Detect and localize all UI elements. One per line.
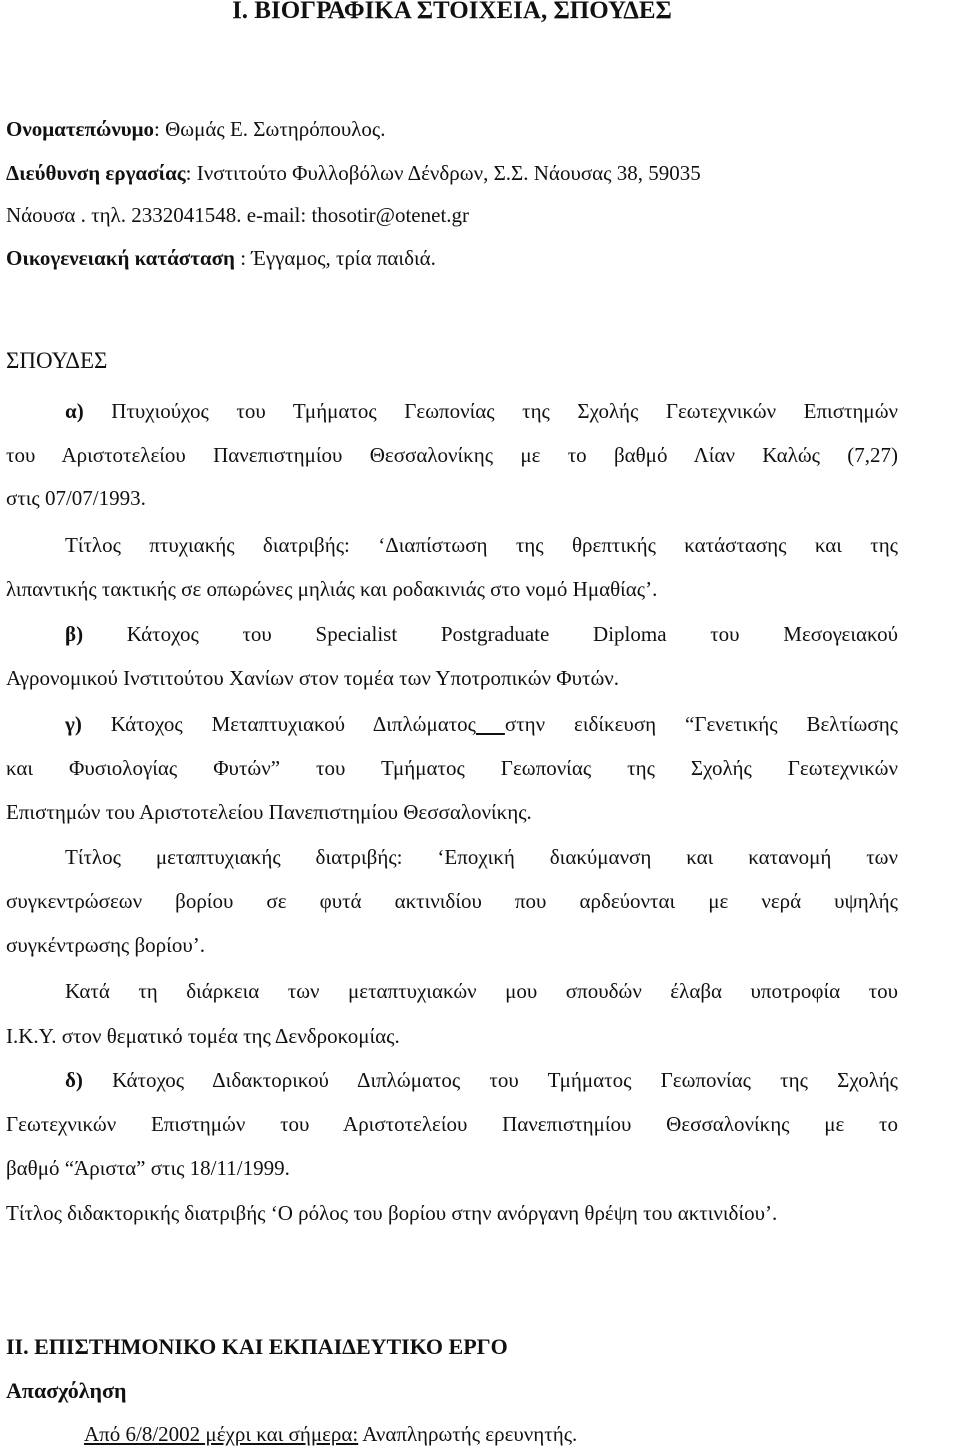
degree-b-line-2: Αγρονομικού Ινστιτούτου Χανίων στον τομέα των Υποτροπικών Φυτών. — [6, 666, 620, 690]
family-value: : Έγγαμος, τρία παιδιά. — [234, 246, 436, 270]
degree-c-marker: γ) — [65, 712, 82, 736]
degree-a-thesis-line-2: λιπαντικής τακτικής σε οπωρώνες μηλιάς και ροδακινιάς στο νομό Ημαθίας’. — [6, 577, 658, 601]
degree-d-line-1 — [65, 1066, 898, 1094]
degree-c-text: Κάτοχος Μεταπτυχιακού Διπλώματος στην ειδίκευση “Γενετικής Βελτίωσης — [110, 712, 898, 736]
degree-c-thesis-line-1: Τίτλος μεταπτυχιακής διατριβής: ‘Εποχική διακύμανση και κατανομή των — [65, 845, 898, 869]
degree-c-line-1 — [65, 710, 898, 738]
name-row — [6, 115, 898, 143]
degree-c-thesis-line-3: συγκέντρωσης βορίου’. — [6, 933, 205, 957]
degree-d-marker: δ) — [65, 1068, 83, 1092]
degree-b-marker: β) — [65, 622, 84, 646]
degree-d-text: Κάτοχος Διδακτορικού Διπλώματος του Τμήματος Γεωπονίας της Σχολής — [112, 1068, 898, 1092]
name-value: : Θωμάς Ε. Σωτηρόπουλος. — [154, 117, 386, 141]
degree-d-line-2: Γεωτεχνικών Επιστημών του Αριστοτελείου Πανεπιστημίου Θεσσαλονίκης με το — [6, 1112, 898, 1136]
degree-a-marker: α) — [65, 399, 84, 423]
degree-c-line-3: Επιστημών του Αριστοτελείου Πανεπιστημίου Θεσσαλονίκης. — [6, 800, 532, 824]
degree-b-text: Κάτοχος του Specialist Postgraduate Diploma του Μεσογειακού — [126, 622, 898, 646]
contact-row: Νάουσα . τηλ. 2332041548. e-mail: thosotir@otenet.gr — [6, 203, 470, 227]
degree-a-thesis-line-1: Τίτλος πτυχιακής διατριβής: ‘Διαπίστωση της θρεπτικής κατάστασης και της — [65, 533, 898, 557]
employment-row — [84, 1420, 904, 1448]
degree-a-line-3: στις 07/07/1993. — [6, 486, 146, 510]
section-1-heading: Ι. ΒΙΟΓΡΑΦΙΚΑ ΣΤΟΙΧΕΙΑ, ΣΠΟΥΔΕΣ — [232, 0, 672, 24]
degree-d-thesis: Τίτλος διδακτορικής διατριβής ‘Ο ρόλος του βορίου στην ανόργανη θρέψη του ακτινιδίου’. — [6, 1201, 778, 1225]
degree-c-grant-line-1: Κατά τη διάρκεια των μεταπτυχιακών μου σπουδών έλαβα υποτροφία του — [65, 979, 898, 1003]
employment-heading: Απασχόληση — [6, 1378, 127, 1403]
degree-a-line-2: του Αριστοτελείου Πανεπιστημίου Θεσσαλονίκης με το βαθμό Λίαν Καλώς (7,27) — [6, 443, 898, 467]
family-label: Οικογενειακή κατάσταση — [6, 246, 235, 270]
employment-role: Αναπληρωτής ερευνητής. — [358, 1422, 578, 1446]
degree-a-line-1 — [65, 397, 898, 425]
degree-b-line-1 — [65, 620, 898, 648]
family-row — [6, 244, 898, 272]
degree-d-line-3: βαθμό “Άριστα” στις 18/11/1999. — [6, 1156, 290, 1180]
address-label: Διεύθυνση εργασίας — [6, 161, 186, 185]
degree-c-thesis-line-2: συγκεντρώσεων βορίου σε φυτά ακτινιδίου που αρδεύονται με νερά υψηλής — [6, 889, 898, 913]
name-label: Ονοματεπώνυμο — [6, 117, 155, 141]
degree-a-text: Πτυχιούχος του Τμήματος Γεωπονίας της Σχολής Γεωτεχνικών Επιστημών — [111, 399, 899, 423]
address-value: : Ινστιτούτο Φυλλοβόλων Δένδρων, Σ.Σ. Νάουσας 38, 59035 — [185, 161, 701, 185]
address-row — [6, 159, 898, 187]
degree-c-grant-line-2: Ι.Κ.Υ. στον θεματικό τομέα της Δενδροκομίας. — [6, 1024, 400, 1048]
studies-heading: ΣΠΟΥΔΕΣ — [6, 348, 108, 373]
degree-c-line-2: και Φυσιολογίας Φυτών” του Τμήματος Γεωπονίας της Σχολής Γεωτεχνικών — [6, 756, 898, 780]
section-2-heading: ΙΙ. ΕΠΙΣΤΗΜΟΝΙΚΟ ΚΑΙ ΕΚΠΑΙΔΕΥΤΙΚΟ ΕΡΓΟ — [6, 1334, 508, 1359]
employment-date: Από 6/8/2002 μέχρι και σήμερα: — [84, 1422, 359, 1446]
